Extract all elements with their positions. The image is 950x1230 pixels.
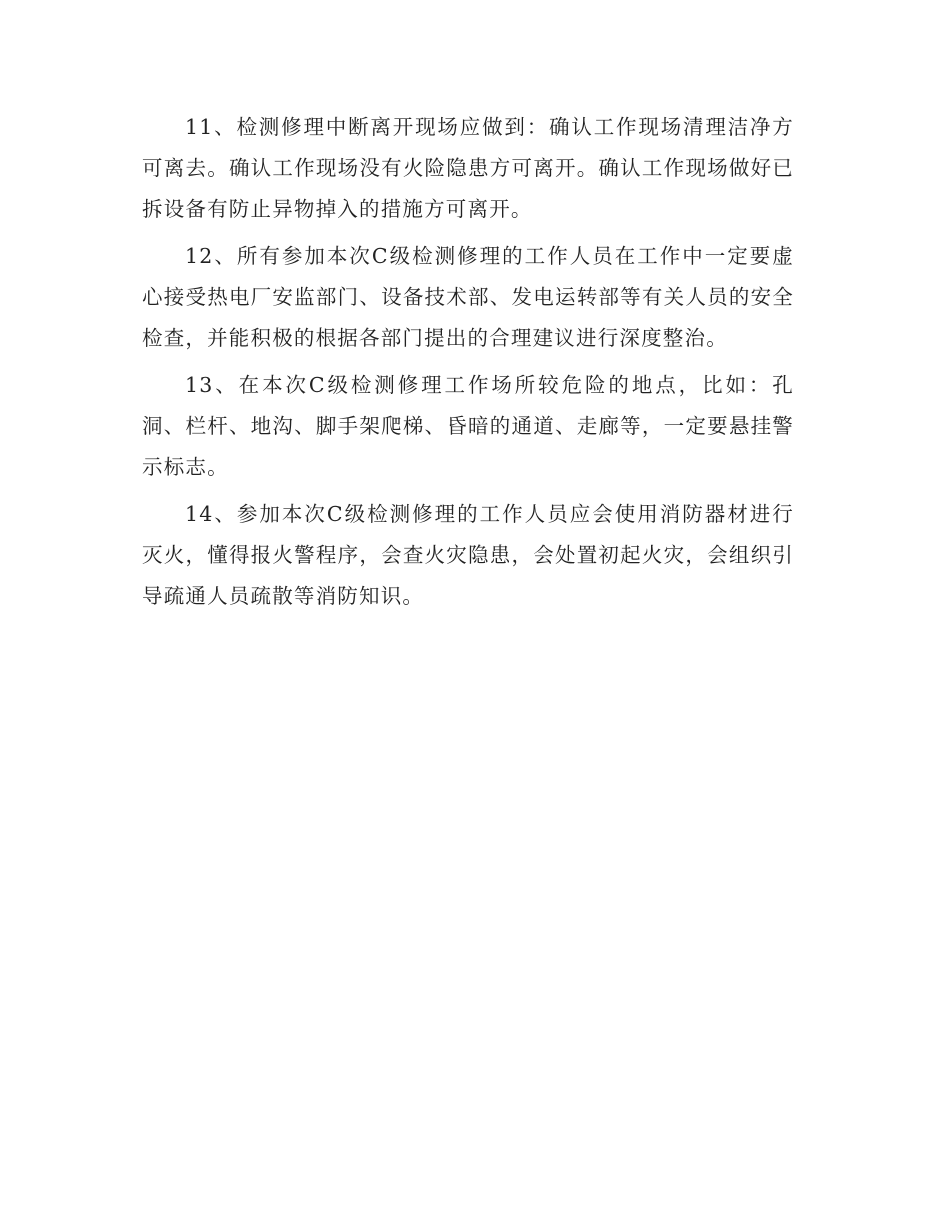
document-body xyxy=(142,107,794,623)
paragraph-14: 14、参加本次C级检测修理的工作人员应会使用消防器材进行灭火，懂得报火警程序，会查火灾隐患，会处置初起火灾，会组织引导疏通人员疏散等消防知识。 xyxy=(142,502,794,608)
paragraph-11: 11、检测修理中断离开现场应做到：确认工作现场清理洁净方可离去。确认工作现场没有火险隐患方可离开。确认工作现场做好已拆设备有防止异物掉入的措施方可离开。 xyxy=(142,115,794,221)
paragraph-13: 13、在本次C级检测修理工作场所较危险的地点，比如：孔洞、栏杆、地沟、脚手架爬梯、昏暗的通道、走廊等，一定要悬挂警示标志。 xyxy=(142,373,794,479)
paragraph-12: 12、所有参加本次C级检测修理的工作人员在工作中一定要虚心接受热电厂安监部门、设备技术部、发电运转部等有关人员的安全检查，并能积极的根据各部门提出的合理建议进行深度整治。 xyxy=(142,244,794,350)
